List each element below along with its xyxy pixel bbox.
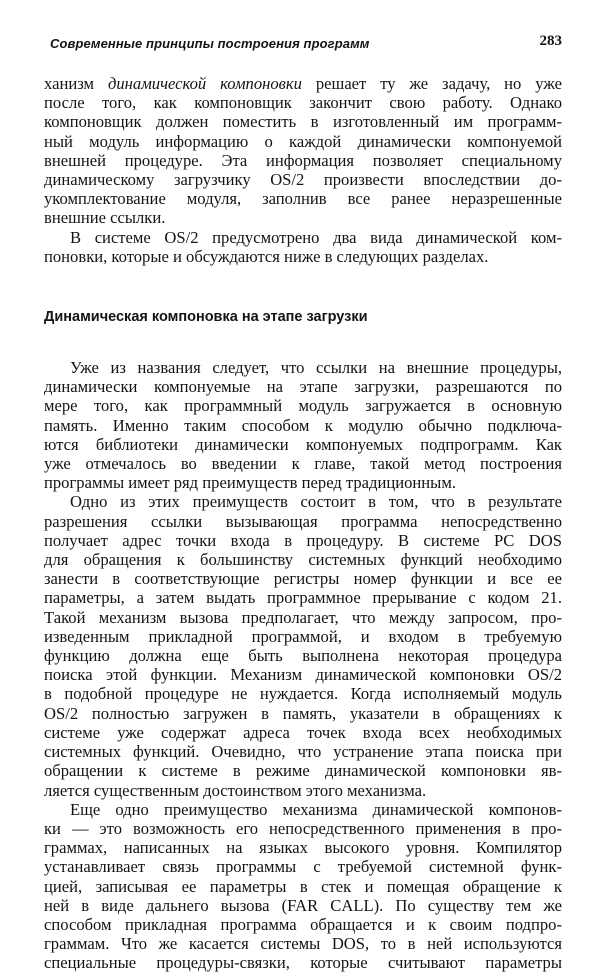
text-line-start: ханизм (44, 74, 108, 93)
text-line: ки — это возможность его непосредственного применения в про- (44, 818, 562, 838)
page-number: 283 (539, 33, 562, 49)
text-line: обращении к системе в режиме динамической компоновки яв- (44, 761, 562, 781)
text-line: укомплектование модуля, заполнив все ранее неразрешенные (44, 189, 562, 209)
text-line: получает адрес точки входа в процедуру. В системе PC DOS (44, 530, 562, 550)
text-line: в подобной процедуре не нуждается. Когда исполняемый модуль (44, 684, 562, 704)
text-line (44, 74, 562, 93)
text-line: динамическому загрузчику OS/2 произвести впоследствии до- (44, 170, 562, 190)
text-line: функцию должна еще быть выполнена некоторая процедура (44, 646, 562, 666)
text-line: изведенным прикладной программой, и входом в требуемую (44, 626, 562, 646)
text-line: ляется существенным достоинством этого механизма. (44, 780, 427, 800)
text-line: компоновщик должен поместить в изготовленный им программ- (44, 112, 562, 132)
text-line: после того, как компоновщик закончит свою работу. Однако (44, 93, 562, 113)
text-line: устанавливает связь программы с требуемой системной функ- (44, 857, 562, 877)
text-line: внешние ссылки. (44, 208, 166, 228)
text-line: внешней процедуре. Эта информация позволяет специальному (44, 150, 562, 170)
paragraph (44, 492, 562, 799)
text-line: граммах, написанных на языках высокого уровня. Компилятор (44, 838, 562, 858)
text-line: ный модуль информацию о каждой динамически компонуемой (44, 131, 562, 151)
text-line: динамически компонуемые на этапе загрузки, разрешаются по (44, 377, 562, 397)
paragraph (44, 358, 562, 492)
text-line: цией, записывая ее параметры в стек и помещая обращение к (44, 876, 562, 896)
text-line: Такой механизм вызова предполагает, что между запросом, про- (44, 607, 562, 627)
text-line: Одно из этих преимуществ состоит в том, что в результате (70, 492, 562, 512)
body-text (44, 74, 562, 973)
text-line: поновки, которые и обсуждаются ниже в следующих разделах. (44, 246, 489, 266)
paragraph (44, 74, 562, 228)
text-line-end: решает ту же задачу, но уже (301, 74, 562, 93)
text-line: Еще одно преимущество механизма динамической компонов- (70, 799, 562, 819)
text-line: Уже из названия следует, что ссылки на внешние процедуры, (70, 358, 562, 378)
paragraph (44, 800, 562, 973)
text-line: системе уже содержат адреса точек входа всех необходимых (44, 722, 562, 742)
text-line: параметры, а затем выдать программное прерывание с кодом 21. (44, 588, 562, 608)
running-header (44, 30, 562, 52)
text-line: мере того, как программный модуль загружается в основную (44, 396, 562, 416)
text-line: разрешения ссылки вызывающая программа непосредственно (44, 511, 562, 531)
paragraph (44, 228, 562, 266)
text-line: способом прикладная программа обращается и к своим подпро- (44, 914, 562, 934)
text-line: ются библиотеки динамически компонуемых подпрограмм. Как (44, 434, 562, 454)
text-line: OS/2 полностью загружен в память, указатели в обращениях к (44, 703, 562, 723)
text-line: уже отмечалось во введении к главе, такой метод построения (44, 454, 562, 474)
text-line: занести в соответствующие регистры номер функции и все ее (44, 569, 562, 589)
text-line: В системе OS/2 предусмотрено два вида динамической ком- (70, 227, 562, 247)
text-line: поиска этой функции. Механизм динамической компоновки OS/2 (44, 665, 562, 685)
text-line: программы имеет ряд преимуществ перед традиционным. (44, 473, 456, 493)
running-title: Современные принципы построения программ (50, 36, 370, 51)
section-heading: Динамическая компоновка на этапе загрузки (44, 309, 368, 326)
text-line: специальные процедуры-связки, которые считывают параметры (44, 953, 562, 973)
emphasized-term: динамической компоновки (107, 74, 302, 93)
text-line: граммам. Что же касается системы DOS, то в ней используются (44, 934, 562, 954)
text-line: ней в виде дальнего вызова (FAR CALL). По существу тем же (44, 895, 562, 915)
text-line: системных функций. Очевидно, что устранение этапа поиска при (44, 742, 562, 762)
book-page (44, 30, 562, 973)
text-line: для обращения к большинству системных функций необходимо (44, 550, 562, 570)
text-line: память. Именно таким способом к модулю обычно подключа- (44, 415, 562, 435)
